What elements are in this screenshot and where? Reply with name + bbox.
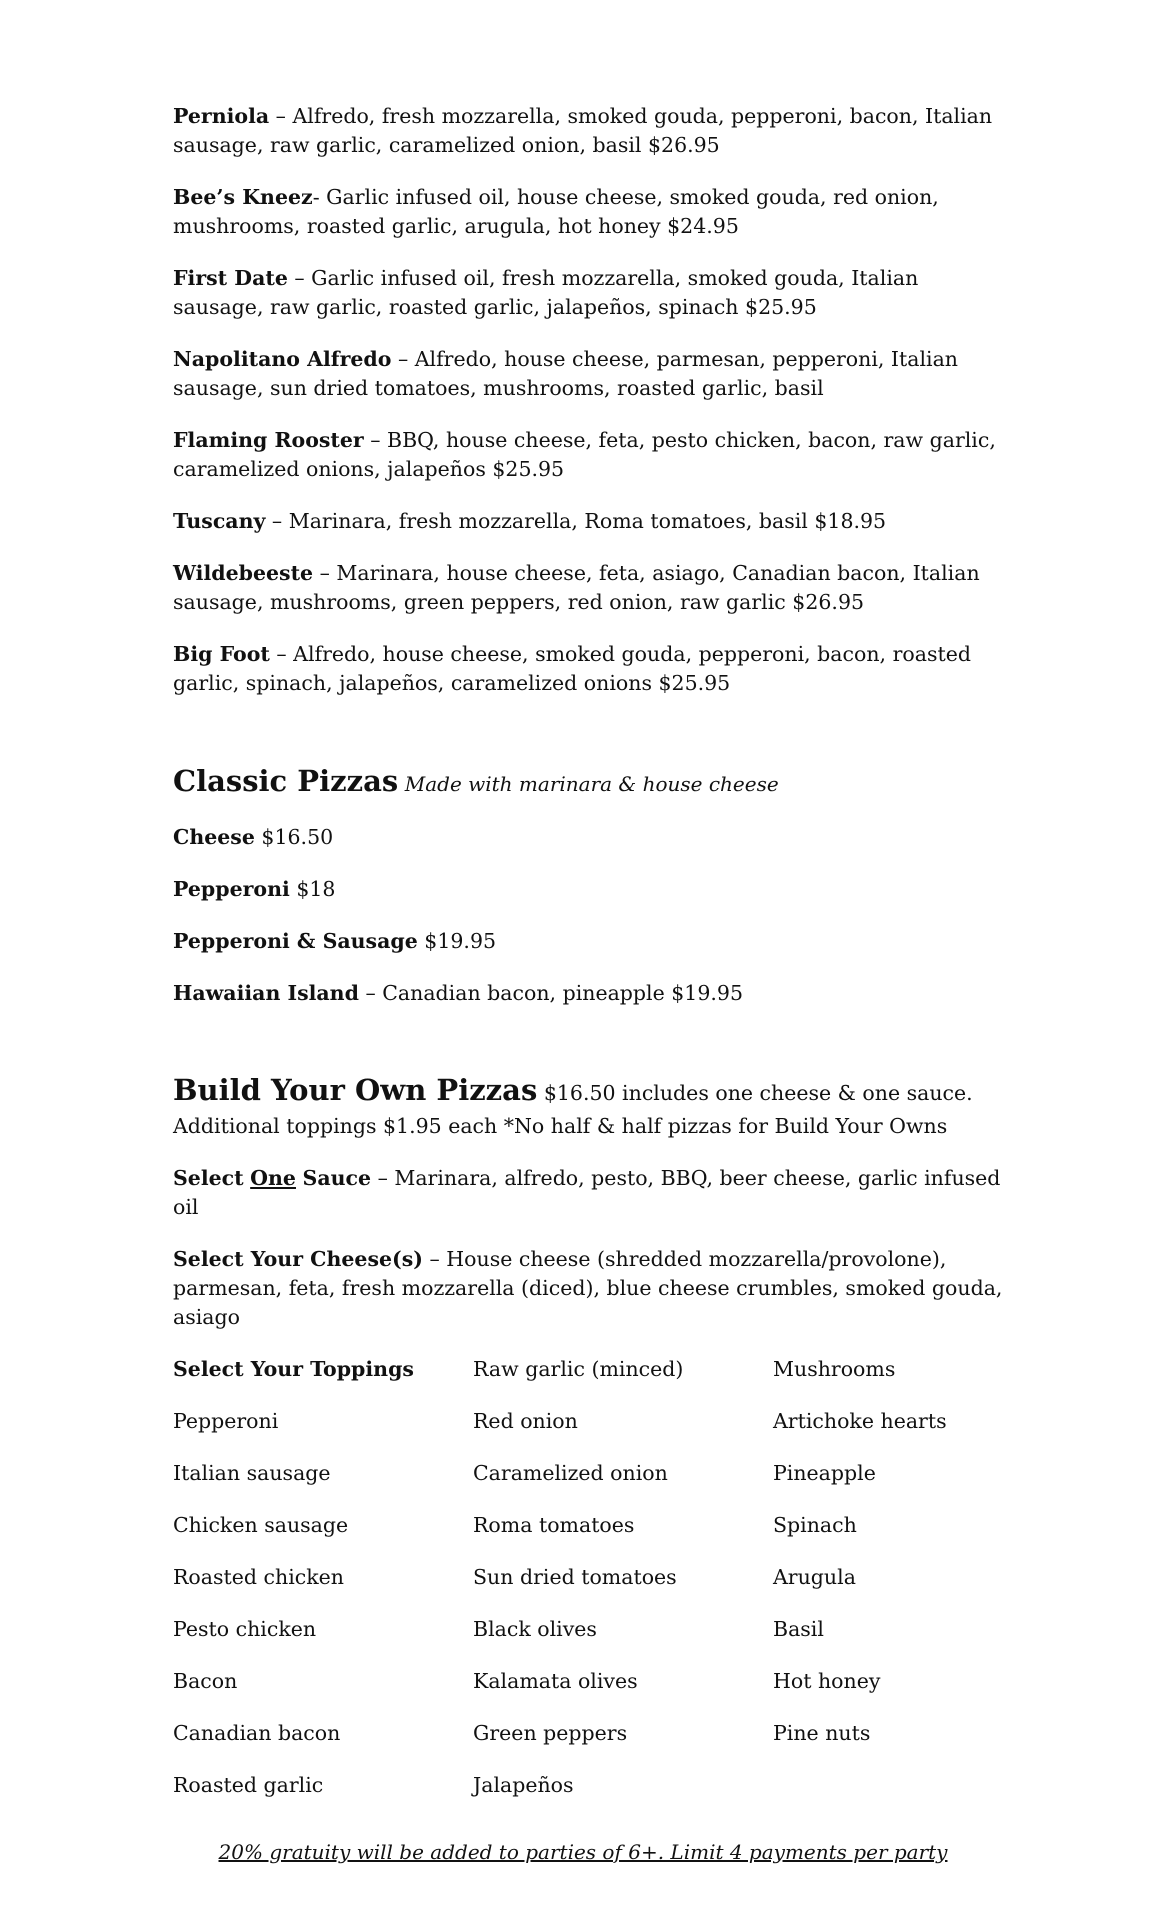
topping-item: Red onion [473, 1409, 578, 1433]
topping-item: Mushrooms [773, 1357, 896, 1381]
topping-item: Artichoke hearts [773, 1409, 947, 1433]
menu-content [173, 102, 1013, 1823]
topping-item: Bacon [173, 1669, 238, 1693]
menu-item-first-date: First Date – Garlic infused oil, fresh mozzarella, smoked gouda, Italian sausage, raw garlic, roasted garlic, jalapeños, spinach $25.95 [173, 266, 919, 319]
section-title: Classic Pizzas [173, 764, 399, 798]
byo-sauce: Select One Sauce – Marinara, alfredo, pesto, BBQ, beer cheese, garlic infused oil [173, 1166, 1001, 1219]
toppings-grid [173, 1355, 1013, 1823]
topping-item: Kalamata olives [473, 1669, 638, 1693]
section-subtitle: Made with marinara & house cheese [404, 772, 779, 796]
menu-item-bees-kneez: Bee’s Kneez- Garlic infused oil, house cheese, smoked gouda, red onion, mushrooms, roasted garlic, arugula, hot honey $24.95 [173, 185, 939, 238]
byo-cheese: Select Your Cheese(s) – House cheese (shredded mozzarella/provolone), parmesan, feta, fresh mozzarella (diced), blue cheese crumbles, smoked gouda, asiago [173, 1247, 1003, 1329]
menu-item-wildebeeste: Wildebeeste – Marinara, house cheese, feta, asiago, Canadian bacon, Italian sausage, mushrooms, green peppers, red onion, raw garlic $26.95 [173, 561, 980, 614]
topping-item: Arugula [773, 1565, 856, 1589]
topping-item: Raw garlic (minced) [473, 1357, 684, 1381]
menu-item-napolitano-alfredo: Napolitano Alfredo – Alfredo, house cheese, parmesan, pepperoni, Italian sausage, sun dried tomatoes, mushrooms, roasted garlic, basil [173, 347, 959, 400]
gratuity-notice: 20% gratuity will be added to parties of 6+. Limit 4 payments per party [218, 1840, 948, 1864]
topping-item: Caramelized onion [473, 1461, 668, 1485]
menu-item-flaming-rooster: Flaming Rooster – BBQ, house cheese, feta, pesto chicken, bacon, raw garlic, caramelized onions, jalapeños $25.95 [173, 428, 996, 481]
topping-item: Jalapeños [473, 1773, 574, 1797]
classic-pizzas-heading [173, 765, 1013, 801]
topping-item: Pineapple [773, 1461, 876, 1485]
menu-item-hawaiian-island: Hawaiian Island – Canadian bacon, pineapple $19.95 [173, 981, 743, 1005]
topping-item: Spinach [773, 1513, 857, 1537]
menu-item-cheese: Cheese $16.50 [173, 825, 334, 849]
byo-note: Additional toppings $1.95 each *No half & half pizzas for Build Your Owns [173, 1114, 948, 1138]
topping-item: Chicken sausage [173, 1513, 349, 1537]
topping-item: Roasted chicken [173, 1565, 345, 1589]
topping-item: Hot honey [773, 1669, 881, 1693]
topping-item: Pesto chicken [173, 1617, 317, 1641]
menu-item-perniola: Perniola – Alfredo, fresh mozzarella, smoked gouda, pepperoni, bacon, Italian sausage, raw garlic, caramelized onion, basil $26.95 [173, 104, 993, 157]
topping-item: Basil [773, 1617, 824, 1641]
menu-item-pepperoni: Pepperoni $18 [173, 877, 336, 901]
topping-item: Pepperoni [173, 1409, 279, 1433]
topping-item: Canadian bacon [173, 1721, 341, 1745]
menu-item-tuscany: Tuscany – Marinara, fresh mozzarella, Roma tomatoes, basil $18.95 [173, 509, 887, 533]
section-title: Build Your Own Pizzas [173, 1073, 538, 1107]
topping-item: Italian sausage [173, 1461, 331, 1485]
topping-item: Roasted garlic [173, 1773, 324, 1797]
menu-item-big-foot: Big Foot – Alfredo, house cheese, smoked gouda, pepperoni, bacon, roasted garlic, spinach, jalapeños, caramelized onions $25.95 [173, 642, 971, 695]
toppings-label: Select Your Toppings [173, 1357, 414, 1381]
byo-heading [173, 1074, 1013, 1143]
topping-item: Roma tomatoes [473, 1513, 635, 1537]
topping-item: Sun dried tomatoes [473, 1565, 677, 1589]
topping-item: Green peppers [473, 1721, 628, 1745]
topping-item: Black olives [473, 1617, 597, 1641]
topping-item: Pine nuts [773, 1721, 871, 1745]
byo-subtitle: $16.50 includes one cheese & one sauce. [543, 1081, 973, 1105]
topping-item-empty [773, 1771, 1013, 1823]
menu-item-pepperoni-sausage: Pepperoni & Sausage $19.95 [173, 929, 497, 953]
